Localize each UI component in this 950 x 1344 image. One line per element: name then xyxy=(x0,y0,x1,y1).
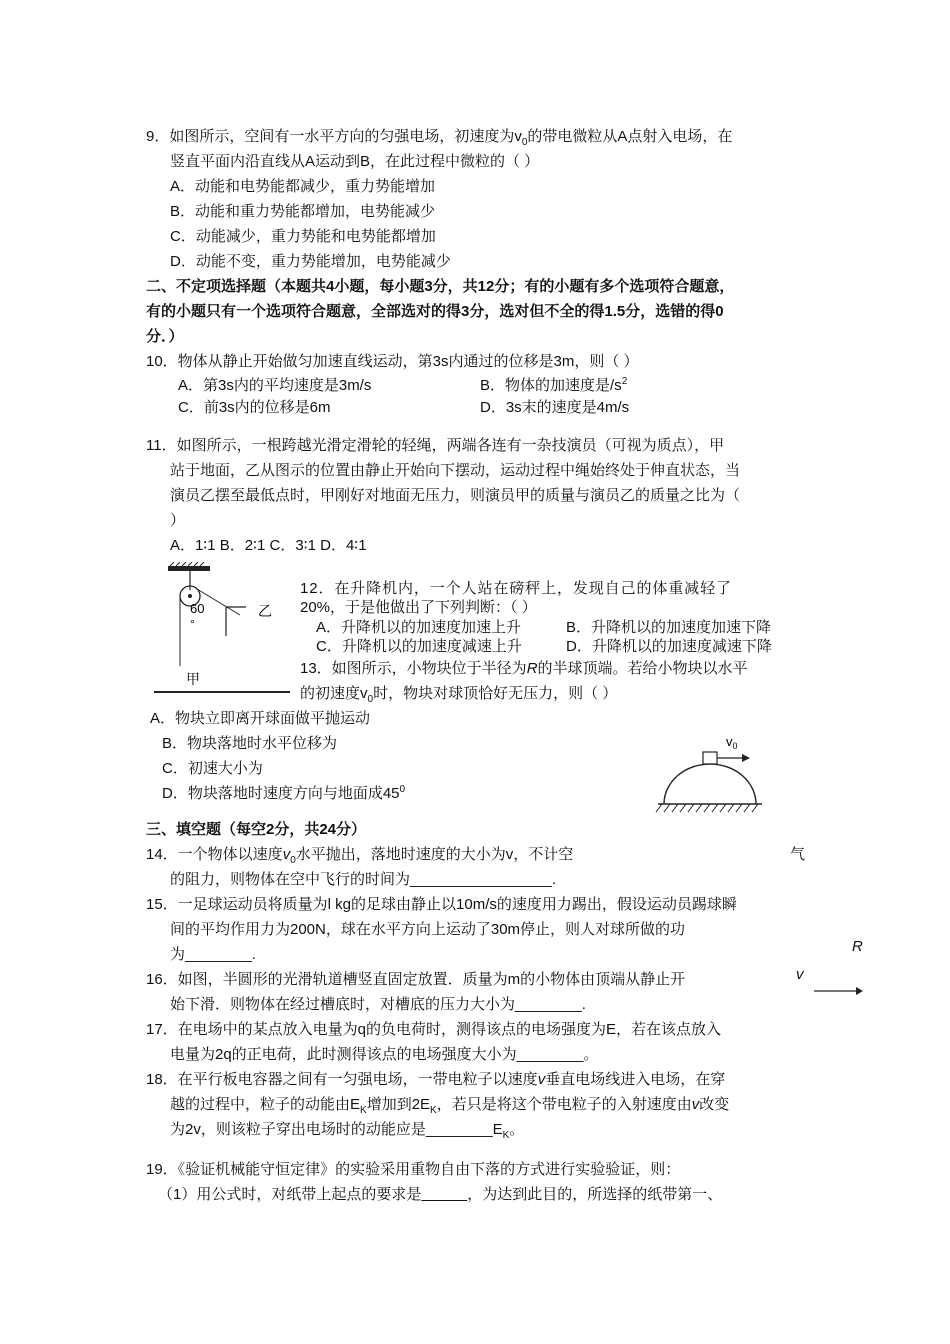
q10-option-b xyxy=(480,376,627,395)
q13-option-c: C．初速大小为 xyxy=(162,760,263,777)
q9-option-d: D．动能不变，重力势能增加，电势能减少 xyxy=(170,253,451,270)
section3-heading: 三、填空题（每空2分，共24分） xyxy=(146,821,367,838)
q19-line1: 19．《验证机械能守恒定律》的实验采用重物自由下落的方式进行实验验证，则： xyxy=(146,1161,681,1178)
q14-line1 xyxy=(146,842,573,867)
q17-line1: 17．在电场中的某点放入电量为q的负电荷时，测得该点的电场强度为E，若在该点放入 xyxy=(146,1021,722,1038)
q16-line2: 始下滑．则物体在经过槽底时，对槽底的压力大小为________. xyxy=(170,996,586,1013)
label-yi: 乙 xyxy=(258,603,272,619)
q13-option-d-sup: 0 xyxy=(399,784,406,795)
q13-text-2b: 时，物块对球顶恰好无压力，则（ ） xyxy=(373,685,618,702)
q14-line2: 的阻力，则物体在空中飞行的时间为_________________. xyxy=(170,871,556,888)
q12-option-a: A．升降机以的加速度加速上升 xyxy=(316,619,522,636)
q14-text-1b: 水平抛出，落地时速度的大小为v，不计空 xyxy=(295,846,574,863)
q12-line1: 12．在升降机内，一个人站在磅秤上，发现自己的体重减轻了 xyxy=(300,580,732,597)
q18-text-3a: 为2v，则该粒子穿出电场时的动能应是________E xyxy=(170,1121,503,1138)
q13-option-d-text: D．物块落地时速度方向与地面成45 xyxy=(162,785,400,802)
q9-line2: 竖直平面内沿直线从A运动到B，在此过程中微粒的（ ） xyxy=(170,153,540,170)
section2-heading-1: 二、不定项选择题（本题共4小题，每小题3分，共12分；有的小题有多个选项符合题意， xyxy=(146,278,735,295)
q13-option-a: A．物块立即离开球面做平抛运动 xyxy=(150,710,371,727)
q9-option-a: A．动能和电势能都减少，重力势能增加 xyxy=(170,178,436,195)
hemisphere-arc xyxy=(664,764,756,804)
q12-option-c: C．升降机以的加速度减速上升 xyxy=(316,638,522,655)
hemisphere-diagram xyxy=(650,732,770,822)
q18-v2: v xyxy=(691,1096,700,1113)
q18-text-2b: 增加到2E xyxy=(366,1096,431,1113)
q12-option-d: D．升降机以的加速度减速下降 xyxy=(566,638,772,655)
velocity-arrow-head xyxy=(742,754,750,762)
q11-line3: 演员乙摆至最低点时，甲刚好对地面无压力，则演员甲的质量与演员乙的质量之比为（ xyxy=(170,487,741,504)
q11-options: A．1∶1 B．2∶1 C．3∶1 D．4∶1 xyxy=(170,537,367,554)
q9-sub: 0 xyxy=(521,137,528,148)
label-jia: 甲 xyxy=(186,671,200,687)
q14-text-1a: 14．一个物体以速度 xyxy=(146,846,283,863)
q15-line3: 为________. xyxy=(170,946,256,963)
q14-v: v xyxy=(282,846,291,863)
q9-line1 xyxy=(146,124,732,149)
q18-text-1a: 18．在平行板电容器之间有一匀强电场，一带电粒子以速度 xyxy=(146,1071,538,1088)
q15-line2: 间的平均作用力为200N，球在水平方向上运动了30m停止，则人对球所做的功 xyxy=(170,921,686,938)
q9-text-1b: 的带电微粒从A点射入电场，在 xyxy=(527,128,733,145)
q15-line1: 15．一足球运动员将质量为l kg的足球由静止以10m/s的速度用力踢出，假设运动员踢球瞬 xyxy=(146,896,737,913)
q18-line1 xyxy=(146,1067,725,1092)
q13-radius: R xyxy=(526,660,538,677)
margin-R-label: R xyxy=(852,938,863,955)
q18-text-2a: 越的过程中，粒子的动能由E xyxy=(170,1096,361,1113)
section2-heading-2: 有的小题只有一个选项符合题意，全部选对的得3分，选对但不全的得1.5分，选错的得0 xyxy=(146,303,724,320)
q13-text-1b: 的半球顶端。若给小物块以水平 xyxy=(537,660,748,677)
angle-degree: ° xyxy=(190,617,195,631)
q19-line2 xyxy=(158,1182,722,1207)
q10-option-c: C．前3s内的位移是6m xyxy=(178,399,331,416)
q18-text-2c: ，若只是将这个带电粒子的入射速度由 xyxy=(436,1096,692,1113)
q18-k2: K xyxy=(430,1105,437,1116)
q11-line1: 11．如图所示，一根跨越光滑定滑轮的轻绳，两端各连有一杂技演员（可视为质点），甲 xyxy=(146,437,725,454)
q14-sub: 0 xyxy=(290,855,296,866)
q19-text-2a: （1）用公式时，对纸带上起点的要求是 xyxy=(158,1186,422,1203)
q13-line2 xyxy=(300,681,617,706)
q10-option-a: A．第3s内的平均速度是3m/s xyxy=(178,377,372,394)
q9-option-b: B．动能和重力势能都增加，电势能减少 xyxy=(170,203,436,220)
q19-text-2b: ，为达到此目的，所选择的纸带第一、 xyxy=(467,1186,723,1203)
pulley-axle xyxy=(188,594,192,598)
q13-line1 xyxy=(300,656,748,681)
q12-line2: 20%，于是他做出了下列判断：（ ） xyxy=(300,599,537,616)
q11-line2: 站于地面，乙从图示的位置由静止开始向下摆动，运动过程中绳始终处于伸直状态，当 xyxy=(170,462,741,479)
ground-hatch xyxy=(656,804,758,812)
q12-option-b: B．升降机以的加速度加速下降 xyxy=(566,619,772,636)
q18-line3 xyxy=(170,1117,524,1142)
ceiling-hatch xyxy=(170,562,204,566)
q10-option-d: D．3s末的速度是4m/s xyxy=(480,399,630,416)
q18-line2 xyxy=(170,1092,729,1117)
q13-sub: 0 xyxy=(367,694,374,705)
q18-k3: K xyxy=(502,1130,510,1141)
q9-text-1: 如图所示，空间有一水平方向的匀强电场，初速度为v xyxy=(169,128,522,145)
q13-text-1a: 13．如图所示，小物块位于半径为 xyxy=(300,660,527,677)
velocity-label: $v_0$ xyxy=(726,734,738,751)
q18-text-3b: 。 xyxy=(509,1121,525,1138)
q10-option-b-text: B．物体的加速度是/s xyxy=(480,377,622,394)
q18-text-2d: 改变 xyxy=(699,1096,730,1113)
margin-v-label: v xyxy=(796,966,804,983)
ceiling-bar xyxy=(168,566,210,571)
q18-k1: K xyxy=(360,1105,367,1116)
q13-option-b: B．物块落地时水平位移为 xyxy=(162,735,338,752)
q13-text-2a: 的初速度v xyxy=(300,685,368,702)
pulley-diagram xyxy=(150,562,300,698)
q13-option-d xyxy=(162,781,405,806)
q18-text-1b: 垂直电场线进入电场，在穿 xyxy=(545,1071,726,1088)
q14-line1-tail: 气 xyxy=(790,846,806,863)
q17-line2: 电量为2q的正电荷，此时测得该点的电场强度大小为________。 xyxy=(170,1046,599,1063)
angle-label: 60 xyxy=(190,601,205,616)
margin-arrow xyxy=(812,984,864,998)
q9-option-c: C．动能减少，重力势能和电势能都增加 xyxy=(170,228,436,245)
q18-v1: v xyxy=(537,1071,546,1088)
q16-line1: 16．如图，半圆形的光滑轨道槽竖直固定放置．质量为m的小物体由顶端从静止开 xyxy=(146,971,686,988)
section2-heading-3: 分．） xyxy=(146,328,184,345)
q9-number: 9． xyxy=(146,128,170,145)
q11-line4: ） xyxy=(170,512,186,529)
margin-arrow-head xyxy=(856,987,863,995)
small-block xyxy=(703,752,717,764)
q19-blank xyxy=(421,1186,467,1203)
q10-stem: 10．物体从静止开始做匀加速直线运动，第3s内通过的位移是3m，则（ ） xyxy=(146,353,639,370)
q10-option-b-sup: 2 xyxy=(621,376,628,387)
